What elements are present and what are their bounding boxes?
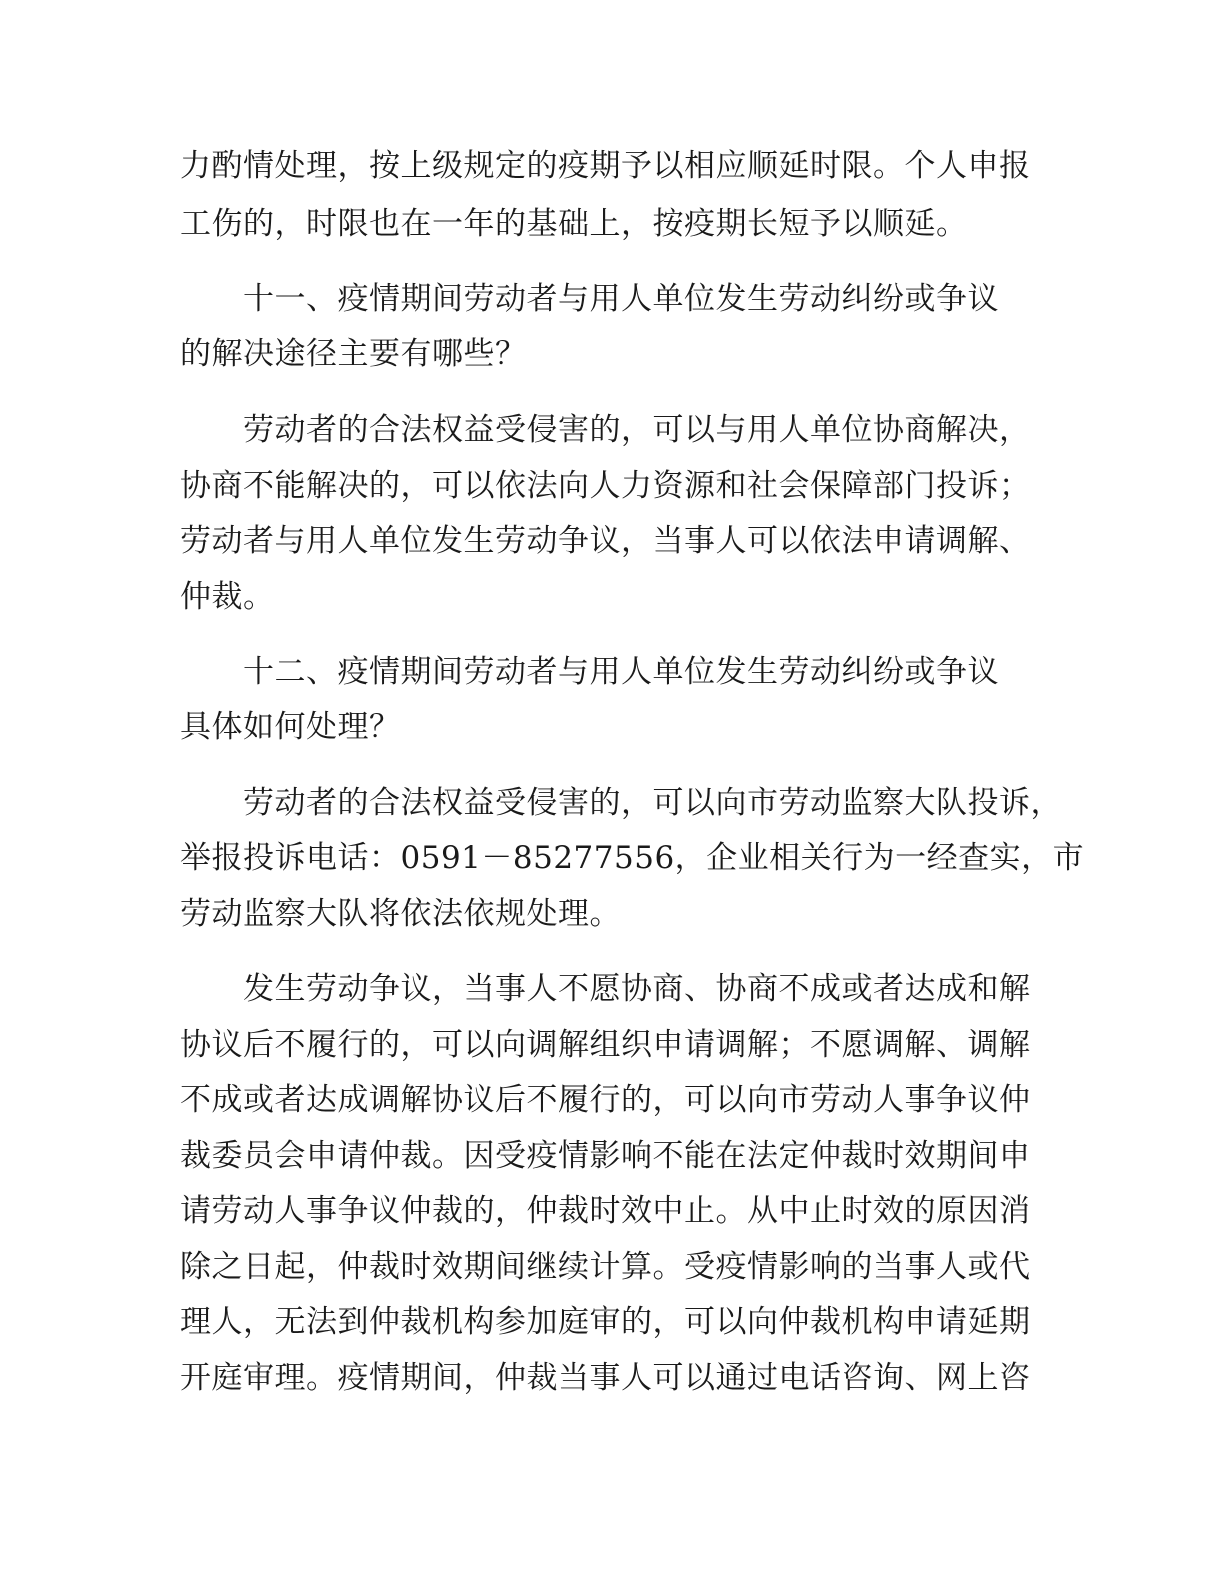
paragraph-line: 力酌情处理，按上级规定的疫期予以相应顺延时限。个人申报 — [180, 148, 1031, 184]
paragraph-line: 举报投诉电话：0591－85277556，企业相关行为一经查实，市 — [180, 840, 1085, 876]
paragraph-line: 劳动者的合法权益受侵害的，可以与用人单位协商解决， — [243, 412, 1031, 448]
question-heading-line: 十一、疫情期间劳动者与用人单位发生劳动纠纷或争议 — [243, 281, 999, 317]
paragraph-line: 不成或者达成调解协议后不履行的，可以向市劳动人事争议仲 — [180, 1082, 1031, 1118]
paragraph-line: 劳动者与用人单位发生劳动争议，当事人可以依法申请调解、 — [180, 523, 1031, 559]
paragraph-line: 发生劳动争议，当事人不愿协商、协商不成或者达成和解 — [243, 971, 1031, 1007]
paragraph-line: 理人，无法到仲裁机构参加庭审的，可以向仲裁机构申请延期 — [180, 1304, 1031, 1340]
paragraph-line: 裁委员会申请仲裁。因受疫情影响不能在法定仲裁时效期间申 — [180, 1138, 1031, 1174]
question-heading-line: 十二、疫情期间劳动者与用人单位发生劳动纠纷或争议 — [243, 654, 999, 690]
paragraph-line: 仲裁。 — [180, 579, 275, 615]
paragraph-line: 劳动者的合法权益受侵害的，可以向市劳动监察大队投诉， — [243, 785, 1062, 821]
paragraph-line: 劳动监察大队将依法依规处理。 — [180, 896, 621, 932]
paragraph-line: 协议后不履行的，可以向调解组织申请调解；不愿调解、调解 — [180, 1027, 1031, 1063]
paragraph-line: 协商不能解决的，可以依法向人力资源和社会保障部门投诉； — [180, 468, 1031, 504]
question-heading-line: 的解决途径主要有哪些？ — [180, 336, 527, 372]
paragraph-line: 除之日起，仲裁时效期间继续计算。受疫情影响的当事人或代 — [180, 1249, 1031, 1285]
paragraph-line: 工伤的，时限也在一年的基础上，按疫期长短予以顺延。 — [180, 206, 968, 242]
question-heading-line: 具体如何处理？ — [180, 709, 401, 745]
paragraph-line: 请劳动人事争议仲裁的，仲裁时效中止。从中止时效的原因消 — [180, 1193, 1031, 1229]
paragraph-line: 开庭审理。疫情期间，仲裁当事人可以通过电话咨询、网上咨 — [180, 1360, 1031, 1396]
